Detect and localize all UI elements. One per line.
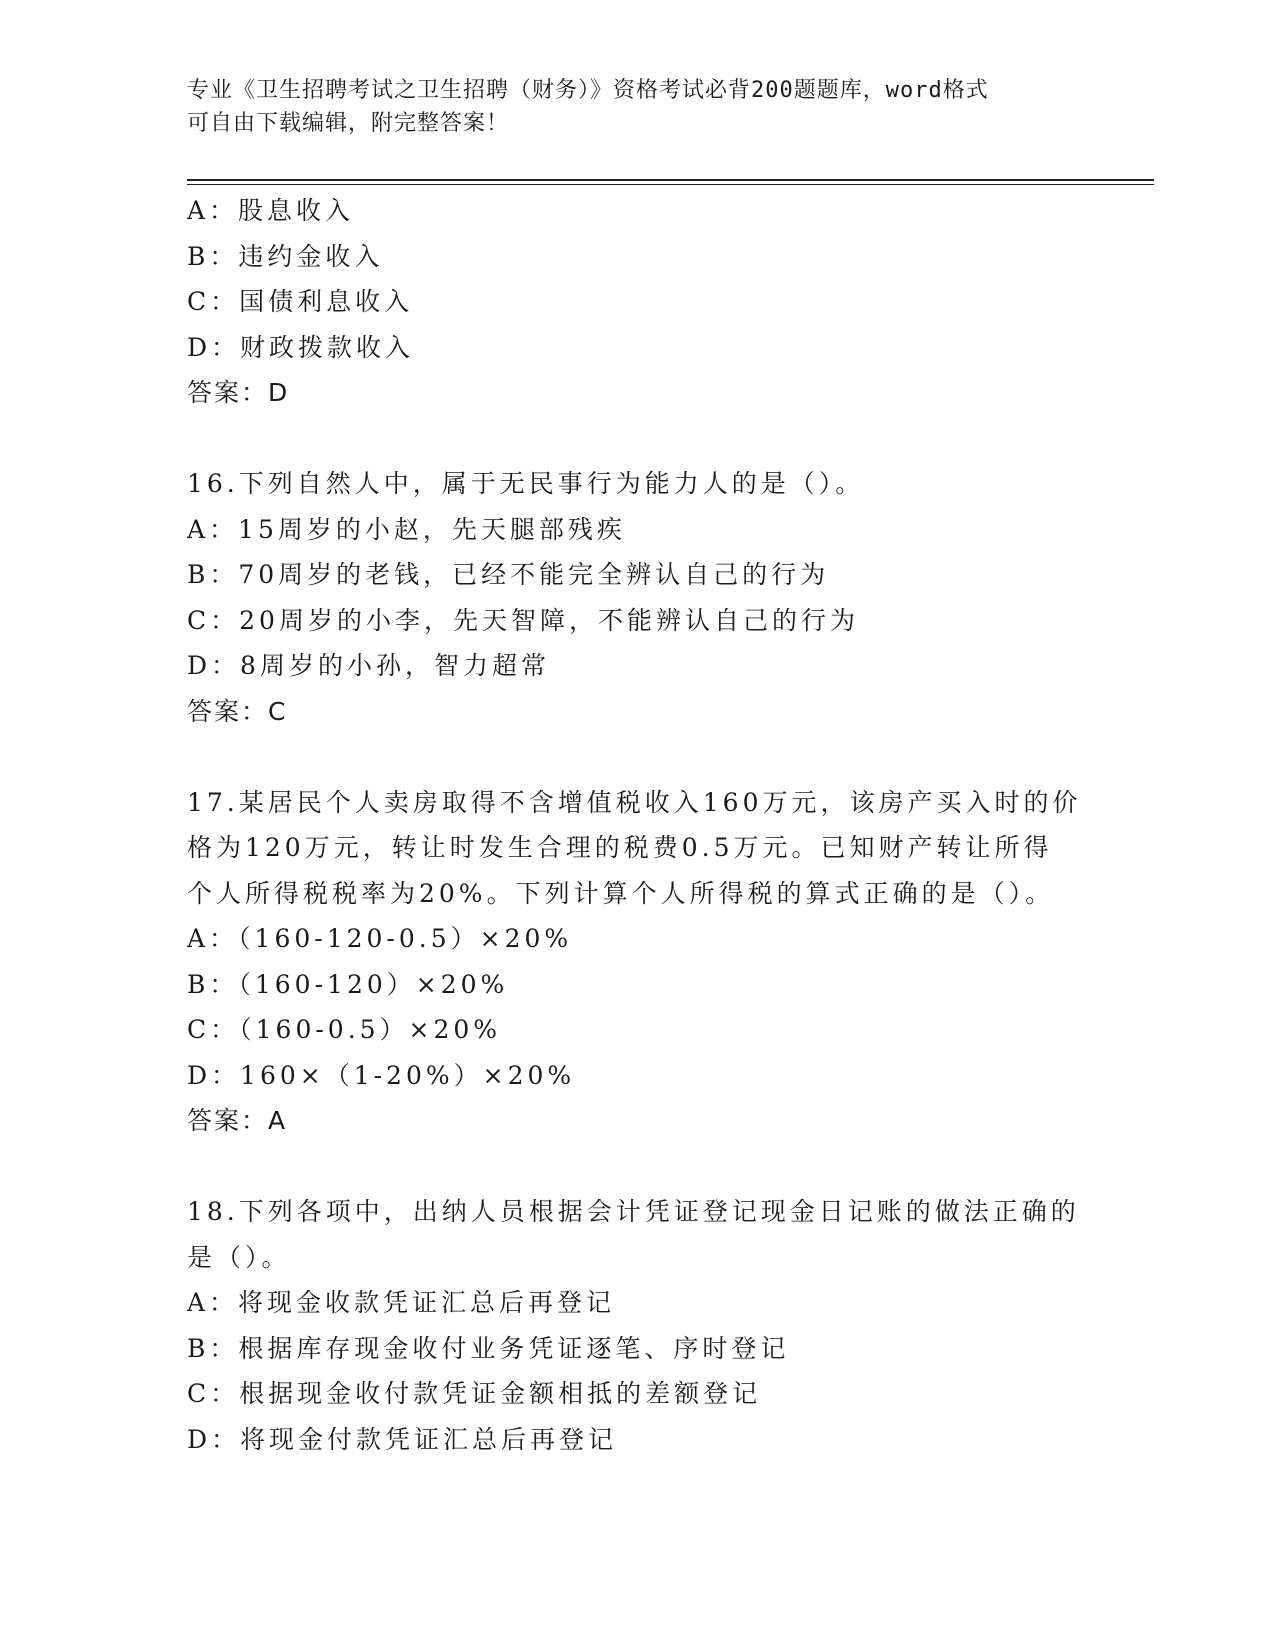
question-stem-line-2: 是（）。 [187, 1242, 291, 1272]
option-c: C：根据现金收付款凭证金额相抵的差额登记 [187, 1379, 762, 1408]
option-c: C：（160-0.5）×20% [187, 1015, 502, 1044]
option-a: A：15周岁的小赵，先天腿部残疾 [187, 514, 626, 544]
option-a: A：将现金收款凭证汇总后再登记 [187, 1288, 616, 1317]
answer-line: 答案：C [187, 696, 288, 726]
header-rule-thin [187, 184, 1154, 185]
question-stem-line-1: 17.某居民个人卖房取得不含增值税收入160万元，该房产买入时的价 [187, 787, 1082, 817]
option-d: D：160×（1-20%）×20% [187, 1060, 576, 1090]
option-d: D：8周岁的小孙，智力超常 [187, 651, 550, 680]
option-b: B：（160-120）×20% [187, 969, 509, 999]
option-d: D：财政拨款收入 [187, 332, 415, 362]
option-b: B：70周岁的老钱，已经不能完全辨认自己的行为 [187, 560, 830, 589]
answer-line: 答案：D [187, 378, 290, 407]
option-a: A：股息收入 [187, 196, 355, 225]
answer-line: 答案：A [187, 1106, 288, 1135]
option-b: B：根据库存现金收付业务凭证逐笔、序时登记 [187, 1333, 790, 1363]
document-header [187, 74, 1067, 140]
question-17 [187, 780, 1087, 1144]
question-18 [187, 1189, 1087, 1462]
question-15 [187, 188, 1087, 416]
option-c: C：20周岁的小李，先天智障，不能辨认自己的行为 [187, 605, 859, 635]
question-stem-line-1: 18.下列各项中，出纳人员根据会计凭证登记现金日记账的做法正确的 [187, 1197, 1080, 1226]
option-a: A：（160-120-0.5）×20% [187, 924, 573, 953]
question-list [187, 188, 1087, 1462]
question-stem-line-3: 个人所得税税率为20%。下列计算个人所得税的算式正确的是（）。 [187, 878, 1055, 908]
question-stem-line-2: 格为120万元，转让时发生合理的税费0.5万元。已知财产转让所得 [187, 833, 1053, 862]
header-line-1: 专业《卫生招聘考试之卫生招聘（财务）》资格考试必背200题题库，word格式 [187, 78, 989, 103]
option-c: C：国债利息收入 [187, 287, 414, 316]
question-stem: 16.下列自然人中，属于无民事行为能力人的是（）。 [187, 469, 865, 498]
header-rule-thick [187, 179, 1154, 181]
option-b: B：违约金收入 [187, 241, 384, 271]
option-d: D：将现金付款凭证汇总后再登记 [187, 1424, 618, 1454]
header-line-2: 可自由下载编辑，附完整答案！ [187, 111, 510, 136]
question-16 [187, 461, 1087, 734]
